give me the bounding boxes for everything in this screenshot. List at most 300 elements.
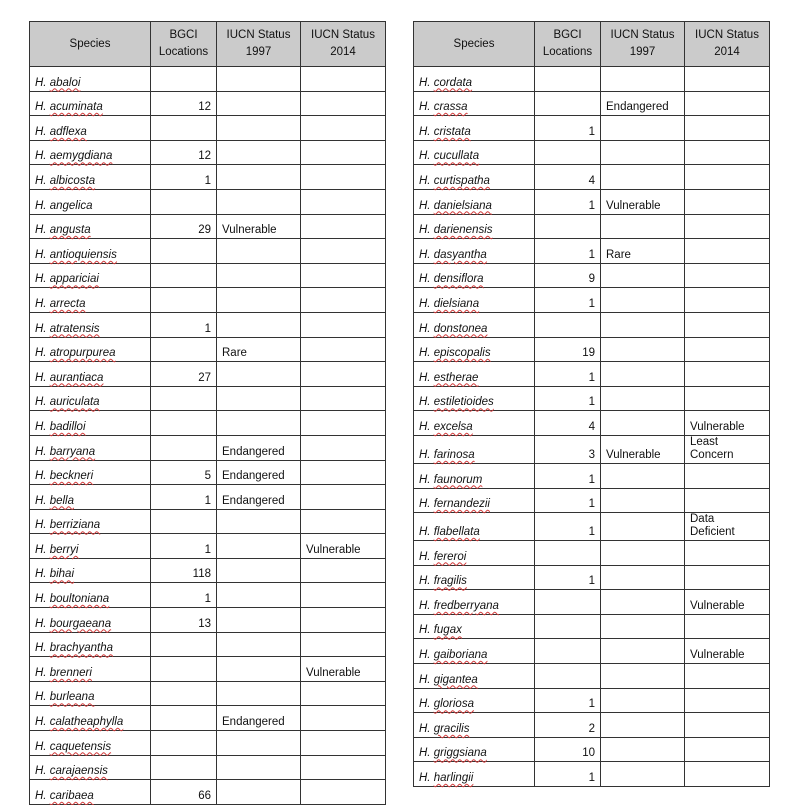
bgci-cell — [535, 541, 601, 566]
bgci-cell: 1 — [151, 583, 217, 608]
iucn-2014-cell — [301, 386, 386, 411]
epithet-text: boultoniana — [49, 593, 110, 606]
species-cell — [30, 214, 151, 239]
iucn-1997-cell — [601, 463, 685, 488]
table-row — [414, 639, 770, 664]
iucn-2014-cell — [301, 485, 386, 510]
iucn-2014-cell — [685, 386, 770, 411]
iucn-2014-cell — [301, 116, 386, 141]
epithet-text: gloriosa — [433, 698, 474, 711]
iucn-1997-cell — [601, 614, 685, 639]
epithet-text: atratensis — [49, 322, 100, 335]
header-iucn-2014: IUCN Status 2014 — [685, 22, 770, 67]
epithet-text: bella — [49, 494, 75, 507]
iucn-2014-cell — [685, 614, 770, 639]
epithet-text: fugax — [433, 624, 462, 637]
iucn-2014-cell — [685, 263, 770, 288]
table-row — [30, 67, 386, 92]
genus-text: H. — [419, 199, 431, 212]
genus-text: H. — [35, 765, 47, 778]
species-cell — [414, 386, 535, 411]
genus-text: H. — [35, 568, 47, 581]
iucn-2014-cell — [301, 411, 386, 436]
table-row — [30, 140, 386, 165]
iucn-1997-cell: Endangered — [217, 706, 301, 731]
species-cell — [30, 362, 151, 387]
bgci-cell — [151, 509, 217, 534]
species-cell — [414, 762, 535, 787]
iucn-1997-cell — [601, 590, 685, 615]
genus-text: H. — [35, 666, 47, 679]
iucn-1997-cell — [217, 583, 301, 608]
epithet-text: donstonea — [433, 322, 488, 335]
genus-text: H. — [35, 101, 47, 114]
iucn-2014-cell — [685, 688, 770, 713]
species-cell — [30, 608, 151, 633]
bgci-cell — [151, 681, 217, 706]
bgci-cell: 4 — [535, 411, 601, 436]
epithet-text: albicosta — [49, 174, 96, 187]
genus-text: H. — [35, 396, 47, 409]
iucn-1997-cell — [601, 362, 685, 387]
epithet-text: estiletioides — [433, 396, 494, 409]
genus-text: H. — [35, 691, 47, 704]
species-cell — [30, 189, 151, 214]
header-species: Species — [414, 22, 535, 67]
species-cell — [30, 116, 151, 141]
bgci-cell: 3 — [535, 435, 601, 463]
table-row — [414, 214, 770, 239]
iucn-2014-cell — [301, 509, 386, 534]
species-cell — [414, 165, 535, 190]
iucn-1997-cell — [217, 140, 301, 165]
genus-text: H. — [35, 740, 47, 753]
species-cell — [414, 688, 535, 713]
bgci-cell — [151, 189, 217, 214]
epithet-text: curtispatha — [433, 174, 490, 187]
epithet-text: estherae — [433, 371, 479, 384]
epithet-text: antioquiensis — [49, 248, 117, 261]
table-body — [30, 67, 386, 805]
species-cell — [414, 312, 535, 337]
iucn-1997-cell: Rare — [217, 337, 301, 362]
table-row — [414, 411, 770, 436]
header-row — [30, 22, 386, 67]
species-cell — [414, 116, 535, 141]
epithet-text: farinosa — [433, 448, 475, 461]
table-row — [30, 583, 386, 608]
genus-text: H. — [419, 125, 431, 138]
iucn-2014-cell — [301, 755, 386, 780]
table-row — [414, 713, 770, 738]
genus-text: H. — [419, 624, 431, 637]
genus-text: H. — [35, 347, 47, 360]
table-row — [414, 541, 770, 566]
genus-text: H. — [419, 371, 431, 384]
genus-text: H. — [35, 174, 47, 187]
table-row — [30, 755, 386, 780]
table-row — [30, 460, 386, 485]
species-cell — [30, 337, 151, 362]
species-cell — [30, 165, 151, 190]
iucn-2014-cell — [301, 214, 386, 239]
genus-text: H. — [35, 273, 47, 286]
epithet-text: cucullata — [433, 150, 480, 163]
genus-text: H. — [35, 420, 47, 433]
bgci-cell: 1 — [535, 488, 601, 513]
table-row — [30, 386, 386, 411]
bgci-cell: 1 — [151, 165, 217, 190]
table-row — [30, 214, 386, 239]
epithet-text: berriziana — [49, 519, 101, 532]
bgci-cell: 1 — [535, 565, 601, 590]
epithet-text: dielsiana — [433, 297, 480, 310]
bgci-cell: 5 — [151, 460, 217, 485]
bgci-cell — [535, 91, 601, 116]
table-row — [414, 762, 770, 787]
iucn-1997-cell: Vulnerable — [601, 435, 685, 463]
genus-text: H. — [419, 248, 431, 261]
iucn-1997-cell: Rare — [601, 239, 685, 264]
epithet-text: danielsiana — [433, 199, 492, 212]
iucn-2014-cell — [685, 362, 770, 387]
bgci-cell: 4 — [535, 165, 601, 190]
bgci-cell — [151, 731, 217, 756]
iucn-2014-cell — [301, 239, 386, 264]
bgci-cell — [151, 706, 217, 731]
genus-text: H. — [419, 396, 431, 409]
genus-text: H. — [419, 498, 431, 511]
genus-text: H. — [35, 199, 47, 212]
iucn-2014-cell — [301, 632, 386, 657]
header-species: Species — [30, 22, 151, 67]
genus-text: H. — [35, 371, 47, 384]
bgci-cell: 1 — [535, 116, 601, 141]
epithet-text: faunorum — [433, 473, 483, 486]
epithet-text: caribaea — [49, 789, 94, 802]
bgci-cell — [535, 664, 601, 689]
iucn-1997-cell: Endangered — [217, 485, 301, 510]
bgci-cell: 1 — [535, 386, 601, 411]
species-cell — [30, 657, 151, 682]
species-cell — [30, 485, 151, 510]
bgci-cell: 2 — [535, 713, 601, 738]
species-cell — [30, 140, 151, 165]
epithet-text: beckneri — [49, 470, 94, 483]
bgci-cell: 27 — [151, 362, 217, 387]
iucn-2014-cell — [301, 189, 386, 214]
iucn-2014-cell — [685, 737, 770, 762]
iucn-2014-cell — [301, 681, 386, 706]
iucn-2014-cell — [301, 460, 386, 485]
epithet-text: atropurpurea — [49, 347, 116, 360]
table-row — [414, 362, 770, 387]
iucn-1997-cell — [217, 189, 301, 214]
genus-text: H. — [35, 617, 47, 630]
epithet-text: crassa — [433, 101, 468, 114]
species-cell — [30, 263, 151, 288]
species-cell — [414, 639, 535, 664]
bgci-cell: 66 — [151, 780, 217, 805]
iucn-1997-cell — [601, 541, 685, 566]
iucn-1997-cell: Endangered — [601, 91, 685, 116]
species-cell — [414, 488, 535, 513]
iucn-1997-cell — [601, 513, 685, 541]
genus-text: H. — [35, 716, 47, 729]
iucn-2014-cell — [301, 362, 386, 387]
iucn-1997-cell — [217, 312, 301, 337]
epithet-text: barryana — [49, 445, 96, 458]
iucn-2014-cell — [301, 583, 386, 608]
iucn-2014-cell — [685, 288, 770, 313]
table-row — [30, 288, 386, 313]
species-cell — [414, 67, 535, 92]
genus-text: H. — [419, 673, 431, 686]
genus-text: H. — [419, 772, 431, 785]
species-cell — [30, 435, 151, 460]
table-row — [30, 632, 386, 657]
iucn-2014-cell — [685, 165, 770, 190]
iucn-2014-cell: Vulnerable — [301, 534, 386, 559]
iucn-2014-cell — [685, 116, 770, 141]
iucn-2014-cell: Vulnerable — [685, 590, 770, 615]
bgci-cell — [535, 312, 601, 337]
table-row — [414, 165, 770, 190]
genus-text: H. — [419, 76, 431, 89]
iucn-2014-cell — [685, 239, 770, 264]
table-row — [414, 435, 770, 463]
bgci-cell: 19 — [535, 337, 601, 362]
genus-text: H. — [35, 642, 47, 655]
bgci-cell — [535, 140, 601, 165]
genus-text: H. — [35, 150, 47, 163]
table-row — [30, 681, 386, 706]
iucn-2014-cell — [685, 463, 770, 488]
epithet-text: bourgaeana — [49, 617, 112, 630]
iucn-1997-cell — [217, 681, 301, 706]
iucn-1997-cell — [217, 608, 301, 633]
iucn-2014-cell — [685, 214, 770, 239]
epithet-text: fereroi — [433, 550, 467, 563]
iucn-2014-cell — [301, 608, 386, 633]
genus-text: H. — [35, 543, 47, 556]
iucn-2014-cell — [685, 189, 770, 214]
header-bgci-locations: BGCI Locations — [151, 22, 217, 67]
species-cell — [414, 239, 535, 264]
iucn-1997-cell — [217, 116, 301, 141]
bgci-cell — [151, 657, 217, 682]
bgci-cell: 1 — [535, 688, 601, 713]
species-cell — [30, 632, 151, 657]
species-cell — [414, 189, 535, 214]
species-cell — [414, 541, 535, 566]
bgci-cell — [535, 614, 601, 639]
iucn-1997-cell — [601, 165, 685, 190]
genus-text: H. — [419, 420, 431, 433]
genus-text: H. — [35, 322, 47, 335]
table-row — [414, 239, 770, 264]
iucn-1997-cell — [601, 337, 685, 362]
iucn-2014-cell — [685, 713, 770, 738]
genus-text: H. — [419, 297, 431, 310]
epithet-text: gaiboriana — [433, 649, 488, 662]
iucn-2014-cell — [685, 762, 770, 787]
table-row — [414, 664, 770, 689]
species-cell — [414, 140, 535, 165]
species-cell — [30, 558, 151, 583]
iucn-2014-cell: Vulnerable — [685, 639, 770, 664]
species-table-right — [413, 21, 770, 787]
table-row — [30, 558, 386, 583]
iucn-1997-cell — [601, 140, 685, 165]
epithet-text: brenneri — [49, 666, 92, 679]
table-row — [30, 116, 386, 141]
genus-text: H. — [419, 526, 431, 539]
bgci-cell — [151, 288, 217, 313]
table-row — [30, 509, 386, 534]
species-cell — [30, 509, 151, 534]
bgci-cell — [151, 435, 217, 460]
bgci-cell: 29 — [151, 214, 217, 239]
iucn-1997-cell: Endangered — [217, 435, 301, 460]
epithet-text: cristata — [433, 125, 471, 138]
genus-text: H. — [35, 445, 47, 458]
epithet-text: auriculata — [49, 396, 100, 409]
epithet-text: angusta — [49, 224, 91, 237]
species-cell — [414, 288, 535, 313]
epithet-text: arrecta — [49, 297, 86, 310]
genus-text: H. — [419, 698, 431, 711]
iucn-1997-cell — [601, 688, 685, 713]
table-row — [414, 590, 770, 615]
iucn-2014-cell — [685, 541, 770, 566]
genus-text: H. — [35, 789, 47, 802]
epithet-text: abaloi — [49, 76, 81, 89]
epithet-text: adflexa — [49, 125, 87, 138]
epithet-text: burleana — [49, 691, 95, 704]
species-cell — [30, 239, 151, 264]
bgci-cell — [151, 632, 217, 657]
epithet-text: fernandezii — [433, 498, 490, 511]
table-row — [30, 362, 386, 387]
species-cell — [30, 583, 151, 608]
iucn-1997-cell: Endangered — [217, 460, 301, 485]
species-cell — [30, 386, 151, 411]
iucn-2014-cell — [685, 67, 770, 92]
bgci-cell: 1 — [151, 485, 217, 510]
epithet-text: gigantea — [433, 673, 478, 686]
iucn-2014-cell — [685, 488, 770, 513]
species-cell — [414, 614, 535, 639]
species-cell — [414, 362, 535, 387]
species-cell — [414, 590, 535, 615]
table-row — [414, 386, 770, 411]
bgci-cell: 1 — [535, 189, 601, 214]
bgci-cell — [151, 755, 217, 780]
species-cell — [414, 91, 535, 116]
genus-text: H. — [419, 448, 431, 461]
iucn-2014-cell — [685, 91, 770, 116]
iucn-1997-cell — [601, 713, 685, 738]
bgci-cell: 1 — [535, 362, 601, 387]
header-row — [414, 22, 770, 67]
epithet-text: angelica — [49, 199, 93, 212]
iucn-1997-cell — [217, 411, 301, 436]
table-row — [30, 485, 386, 510]
genus-text: H. — [419, 273, 431, 286]
species-cell — [414, 664, 535, 689]
iucn-2014-cell — [301, 263, 386, 288]
bgci-cell: 1 — [535, 288, 601, 313]
epithet-text: badilloi — [49, 420, 86, 433]
bgci-cell — [151, 386, 217, 411]
iucn-2014-cell: Data Deficient — [685, 513, 770, 541]
table-body — [414, 67, 770, 787]
genus-text: H. — [419, 649, 431, 662]
iucn-2014-cell — [301, 288, 386, 313]
genus-text: H. — [35, 76, 47, 89]
table-row — [30, 312, 386, 337]
species-cell — [414, 463, 535, 488]
genus-text: H. — [35, 125, 47, 138]
table-row — [414, 737, 770, 762]
bgci-cell — [535, 590, 601, 615]
species-cell — [414, 737, 535, 762]
iucn-1997-cell — [217, 165, 301, 190]
epithet-text: caquetensis — [49, 740, 112, 753]
iucn-1997-cell — [217, 91, 301, 116]
species-cell — [30, 67, 151, 92]
species-cell — [414, 214, 535, 239]
table-row — [30, 165, 386, 190]
iucn-1997-cell — [217, 263, 301, 288]
genus-text: H. — [35, 494, 47, 507]
iucn-1997-cell — [601, 762, 685, 787]
iucn-1997-cell — [217, 386, 301, 411]
table-row — [414, 312, 770, 337]
iucn-2014-cell — [301, 165, 386, 190]
iucn-1997-cell — [217, 239, 301, 264]
table-row — [30, 534, 386, 559]
table-row — [30, 435, 386, 460]
table-row — [414, 91, 770, 116]
bgci-cell: 1 — [535, 513, 601, 541]
genus-text: H. — [35, 297, 47, 310]
iucn-1997-cell — [217, 534, 301, 559]
iucn-1997-cell — [217, 362, 301, 387]
iucn-2014-cell — [301, 67, 386, 92]
bgci-cell: 13 — [151, 608, 217, 633]
genus-text: H. — [419, 224, 431, 237]
epithet-text: gracilis — [433, 722, 470, 735]
table-row — [414, 263, 770, 288]
species-cell — [30, 91, 151, 116]
bgci-cell — [151, 116, 217, 141]
species-cell — [30, 731, 151, 756]
epithet-text: carajaensis — [49, 765, 108, 778]
bgci-cell — [535, 639, 601, 664]
species-cell — [30, 411, 151, 436]
iucn-1997-cell — [601, 664, 685, 689]
iucn-1997-cell — [601, 639, 685, 664]
epithet-text: cordata — [433, 76, 473, 89]
species-cell — [414, 565, 535, 590]
iucn-1997-cell: Vulnerable — [217, 214, 301, 239]
table-row — [30, 337, 386, 362]
iucn-1997-cell — [217, 67, 301, 92]
iucn-1997-cell — [601, 214, 685, 239]
table-row — [414, 488, 770, 513]
